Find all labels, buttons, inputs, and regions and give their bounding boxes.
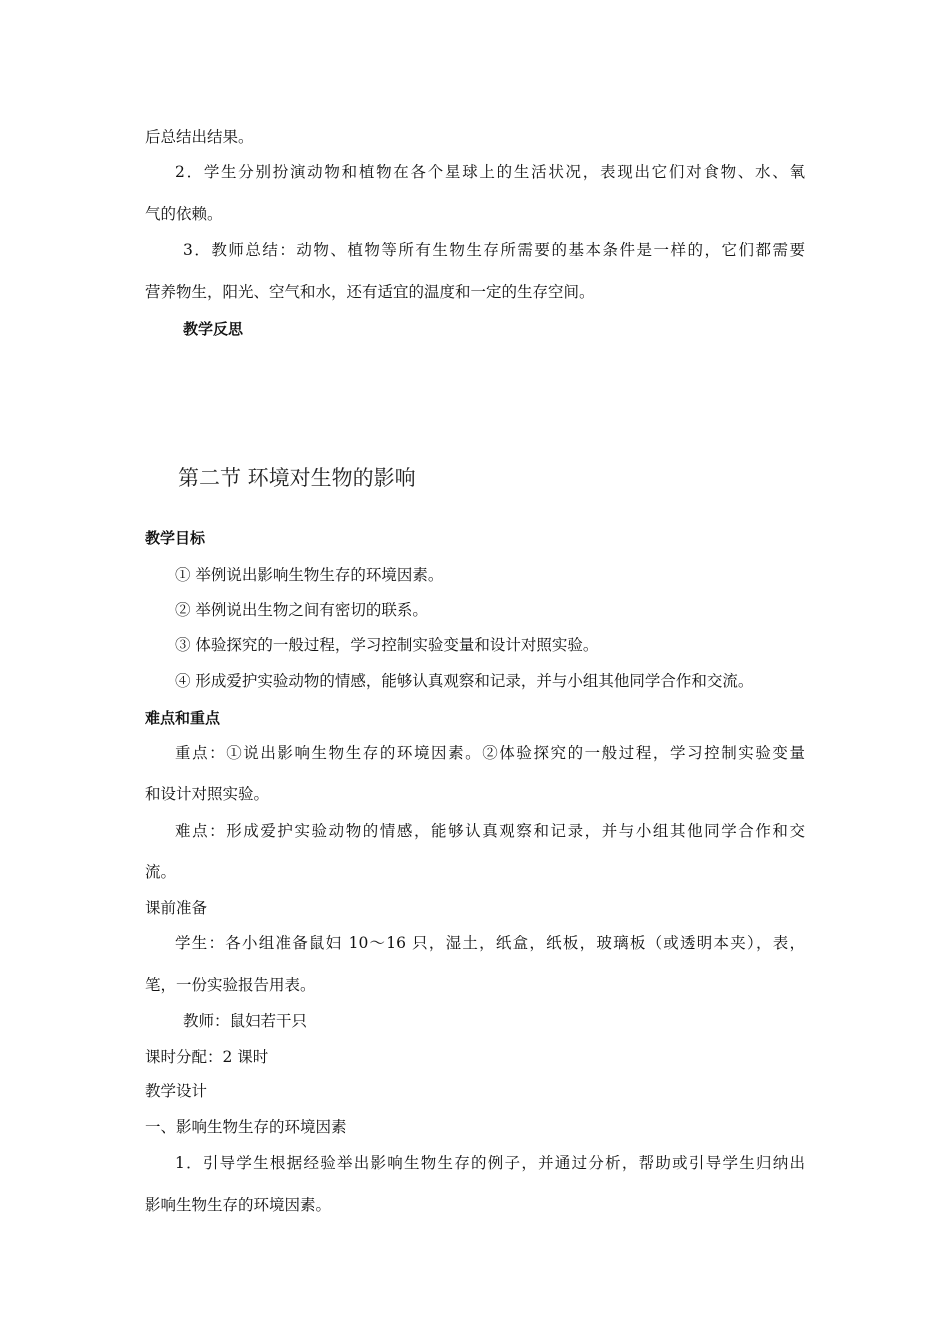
goal-item: ④ 形成爱护实验动物的情感，能够认真观察和记录，并与小组其他同学合作和交流。 (175, 672, 754, 690)
text-line: 难点：形成爱护实验动物的情感，能够认真观察和记录，并与小组其他同学合作和交 (175, 822, 805, 840)
focus-heading: 难点和重点 (145, 709, 221, 727)
text-line: 营养物生，阳光、空气和水，还有适宜的温度和一定的生存空间。 (145, 283, 595, 301)
text-line: 和设计对照实验。 (145, 785, 270, 803)
goal-item: ③ 体验探究的一般过程，学习控制实验变量和设计对照实验。 (175, 636, 599, 654)
design-heading: 教学设计 (145, 1082, 208, 1100)
text-line: 3．教师总结：动物、植物等所有生物生存所需要的基本条件是一样的，它们都需要 (183, 241, 805, 259)
text-line: 教师：鼠妇若干只 (183, 1012, 308, 1030)
goal-item: ① 举例说出影响生物生存的环境因素。 (175, 566, 444, 584)
text-line: 重点：①说出影响生物生存的环境因素。②体验探究的一般过程，学习控制实验变量 (175, 744, 805, 762)
prep-heading: 课前准备 (145, 899, 208, 917)
text-line: 学生：各小组准备鼠妇 10～16 只，湿土，纸盒，纸板，玻璃板（或透明本夹），表， (175, 934, 805, 952)
text-line: 气的依赖。 (145, 205, 223, 223)
section-title: 第二节 环境对生物的影响 (178, 466, 416, 490)
text-line: 笔，一份实验报告用表。 (145, 976, 316, 994)
goal-item: ② 举例说出生物之间有密切的联系。 (175, 601, 428, 619)
text-line: 影响生物生存的环境因素。 (145, 1196, 332, 1214)
text-line: 后总结出结果。 (145, 128, 254, 146)
text-line: 2．学生分别扮演动物和植物在各个星球上的生活状况，表现出它们对食物、水、氧 (175, 163, 805, 181)
part-heading: 一、影响生物生存的环境因素 (145, 1118, 347, 1136)
reflection-heading: 教学反思 (183, 320, 244, 338)
text-line: 1．引导学生根据经验举出影响生物生存的例子，并通过分析，帮助或引导学生归纳出 (175, 1154, 805, 1172)
allocation-line: 课时分配：2 课时 (145, 1048, 269, 1066)
goals-heading: 教学目标 (145, 529, 206, 547)
text-line: 流。 (145, 863, 177, 881)
